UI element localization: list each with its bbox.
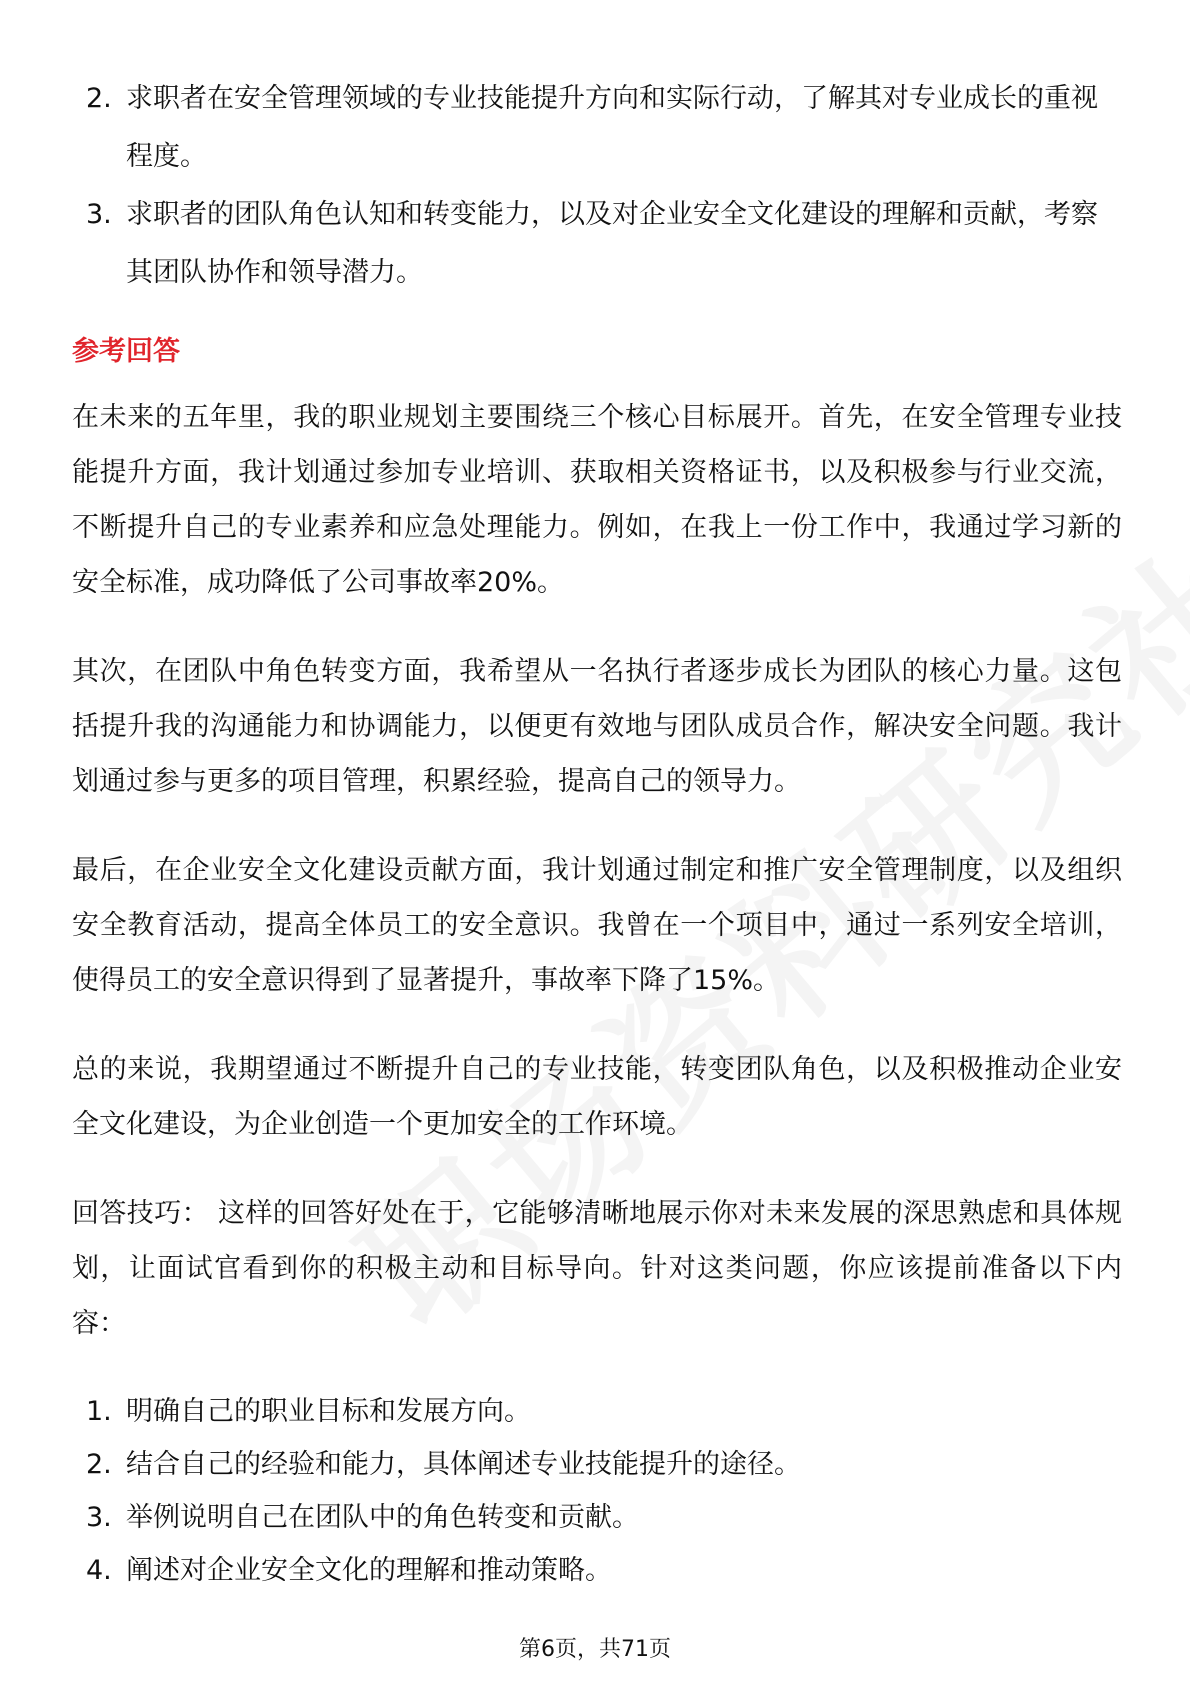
list-item bbox=[72, 186, 1122, 302]
paragraph: 最后，在企业安全文化建设贡献方面，我计划通过制定和推广安全管理制度，以及组织安全教育活动，提高全体员工的安全意识。我曾在一个项目中，通过一系列安全培训，使得员工的安全意识得到了显著提升，事故率下降了15%。 bbox=[72, 855, 1122, 996]
list-item-text: 明确自己的职业目标和发展方向。 bbox=[126, 1396, 531, 1427]
list-item-text: 结合自己的经验和能力，具体阐述专业技能提升的途径。 bbox=[126, 1449, 801, 1480]
page-number-footer: 第6页，共71页 bbox=[519, 1637, 671, 1662]
page-content bbox=[72, 70, 1122, 1597]
list-item-number: 3. bbox=[86, 199, 112, 230]
section-heading: 参考回答 bbox=[72, 336, 180, 367]
list-item-number: 3. bbox=[86, 1502, 112, 1533]
list-item-number: 2. bbox=[86, 83, 112, 114]
list-item-number: 1. bbox=[86, 1396, 112, 1427]
tips-list bbox=[72, 1385, 1122, 1597]
list-item bbox=[72, 1438, 1122, 1491]
list-item-number: 2. bbox=[86, 1449, 112, 1480]
list-item bbox=[72, 1544, 1122, 1597]
paragraph: 总的来说，我期望通过不断提升自己的专业技能，转变团队角色，以及积极推动企业安全文化建设，为企业创造一个更加安全的工作环境。 bbox=[72, 1054, 1122, 1140]
intro-list bbox=[72, 70, 1122, 302]
list-item-number: 4. bbox=[86, 1555, 112, 1586]
list-item bbox=[72, 1491, 1122, 1544]
list-item bbox=[72, 1385, 1122, 1438]
paragraph: 其次，在团队中角色转变方面，我希望从一名执行者逐步成长为团队的核心力量。这包括提升我的沟通能力和协调能力，以便更有效地与团队成员合作，解决安全问题。我计划通过参与更多的项目管理，积累经验，提高自己的领导力。 bbox=[72, 656, 1122, 797]
list-item-text: 举例说明自己在团队中的角色转变和贡献。 bbox=[126, 1502, 639, 1533]
list-item-text: 求职者的团队角色认知和转变能力，以及对企业安全文化建设的理解和贡献，考察其团队协作和领导潜力。 bbox=[126, 199, 1098, 288]
paragraph: 在未来的五年里，我的职业规划主要围绕三个核心目标展开。首先，在安全管理专业技能提升方面，我计划通过参加专业培训、获取相关资格证书，以及积极参与行业交流，不断提升自己的专业素养和应急处理能力。例如，在我上一份工作中，我通过学习新的安全标准，成功降低了公司事故率20%。 bbox=[72, 402, 1122, 598]
answer-tips-paragraph: 回答技巧： 这样的回答好处在于，它能够清晰地展示你对未来发展的深思熟虑和具体规划，让面试官看到你的积极主动和目标导向。针对这类问题，你应该提前准备以下内容： bbox=[72, 1198, 1122, 1339]
list-item bbox=[72, 70, 1122, 186]
list-item-text: 阐述对企业安全文化的理解和推动策略。 bbox=[126, 1555, 612, 1586]
list-item-text: 求职者在安全管理领域的专业技能提升方向和实际行动，了解其对专业成长的重视程度。 bbox=[126, 83, 1098, 172]
